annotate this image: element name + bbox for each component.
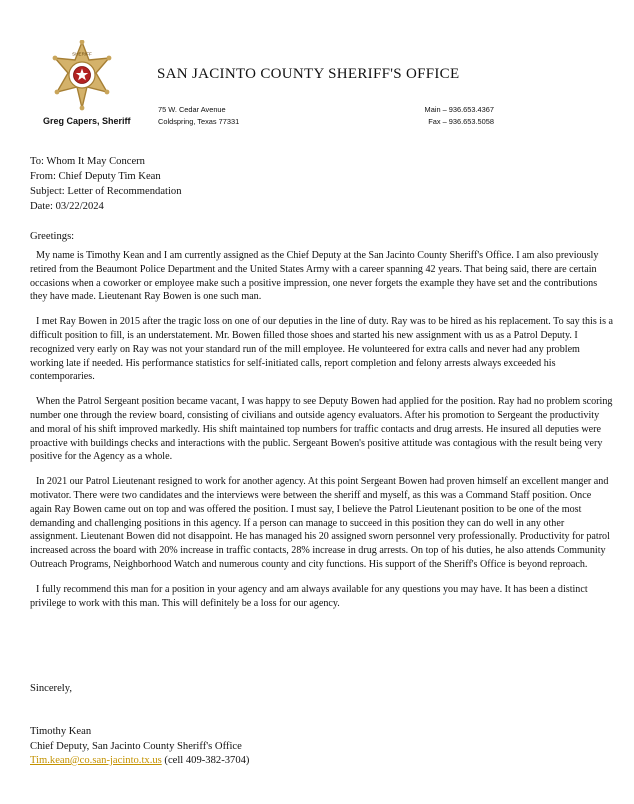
memo-from: From: Chief Deputy Tim Kean: [30, 171, 161, 182]
greeting: Greetings:: [30, 231, 75, 242]
signature-name: Timothy Kean: [30, 726, 92, 737]
address-line-1: 75 W. Cedar Avenue: [158, 105, 226, 114]
memo-subject: Subject: Letter of Recommendation: [30, 186, 182, 197]
cell-phone: (cell 409-382-3704): [164, 755, 250, 766]
phone-block: [425, 104, 494, 128]
fax-number: Fax – 936.653.5058: [428, 117, 494, 126]
sheriff-badge-logo: [49, 40, 115, 112]
memo-to: To: Whom It May Concern: [30, 156, 145, 167]
org-title: SAN JACINTO COUNTY SHERIFF'S OFFICE: [157, 66, 460, 82]
memo-header: [30, 154, 182, 214]
main-phone: Main – 936.653.4367: [424, 105, 494, 114]
paragraph-2: I met Ray Bowen in 2015 after the tragic loss on one of our deputies in the line of duty. Ray was to be hired as his replacement. To say this is a difficult position to fill, is an understatement. Mr. Bowen filled those shoes and started his new assignment with us as a Patrol Deputy. I recognized very early on Ray was not your standard run of the mill employee. He volunteered for extra calls and never had any problem working late if needed. His performance statistics for self-initiated calls, report completion and felony arrests always exceeded his contemporaries.: [30, 316, 614, 383]
email-link[interactable]: Tim.kean@co.san-jacinto.tx.us: [30, 755, 162, 766]
paragraph-5: I fully recommend this man for a position in your agency and am always available for any questions you may have. It has been a distinct privilege to work with this man. This will definitely be a loss for our agency.: [30, 583, 588, 609]
badge-text: SHERIFF: [72, 51, 92, 57]
letter-body: [30, 249, 614, 621]
address-block: [158, 104, 239, 128]
closing: Sincerely,: [30, 683, 72, 694]
paragraph-3: When the Patrol Sergeant position became vacant, I was happy to see Deputy Bowen had applied for the position. Ray had no problem scoring number one through the review board, consisting of civilians and outside agency evaluators. After his promotion to Sergeant the productivity and moral of his shift improved markedly. His shift maintained top numbers for traffic contacts and drug arrests. He insured all deputies were proactive with buildings checks and interactions with the public. Sergeant Bowen's positive attitude was contagious with the result being very positive for the Agency as a whole.: [30, 396, 613, 463]
paragraph-1: My name is Timothy Kean and I am currently assigned as the Chief Deputy at the San Jacinto County Sheriff's Office. I am also previously retired from the Beaumont Police Department and the United States Army with a career spanning 42 years. That being said, there are certain occasions when a coworker or employee make such a positive impression, one never forgets the example they have set and the contributions they have made. Lieutenant Ray Bowen is one such man.: [30, 250, 599, 303]
signature-contact: [30, 754, 249, 769]
sheriff-name: Greg Capers, Sheriff: [43, 116, 131, 126]
memo-date: Date: 03/22/2024: [30, 201, 104, 212]
address-line-2: Coldspring, Texas 77331: [158, 117, 240, 126]
signature-block: [30, 725, 249, 769]
signature-title: Chief Deputy, San Jacinto County Sheriff's Office: [30, 740, 242, 752]
paragraph-4: In 2021 our Patrol Lieutenant resigned to work for another agency. At this point Sergeant Bowen had proven himself an excellent manger and motivator. There were two candidates and the interviews were between the sheriff and myself, as this was a Command Staff position. Once again Ray Bowen came out on top and was offered the position. I must say, I believe the Patrol Lieutenant position to be one of the most demanding and challenging positions in this agency. If a person can manage to succeed in this position they can do well in any other assignment. Lieutenant Bowen did not disappoint. He has managed his 20 assigned sworn personnel very professionally. Productivity for patrol increased across the board with 20% increase in traffic contacts, 28% increase in drug arrests. On top of his duties, he also attends Community Outreach Programs, Neighborhood Watch and numerous county and city functions. His support of the Sheriff's Office is beyond reproach.: [30, 476, 610, 570]
